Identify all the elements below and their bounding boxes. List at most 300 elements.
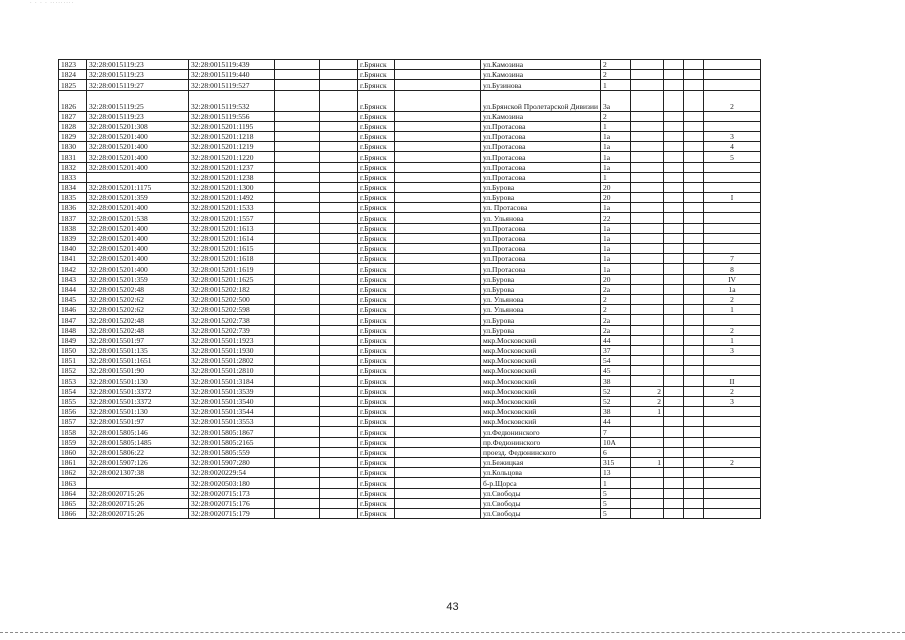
cell-empty <box>320 111 358 121</box>
cell-apt <box>631 294 664 304</box>
cell-empty <box>684 396 704 406</box>
cell-extra: 2 <box>704 294 761 304</box>
cell-city: г.Брянск <box>358 386 395 396</box>
cell-extra <box>704 478 761 488</box>
table-row <box>59 274 761 284</box>
cell-empty <box>684 264 704 274</box>
cell-empty <box>320 223 358 233</box>
cell-street: ул.Протасова <box>481 223 601 233</box>
cell-bldg <box>664 468 684 478</box>
cell-house: 5 <box>601 508 631 518</box>
cell-bldg <box>664 508 684 518</box>
cell-num: 1866 <box>59 508 87 518</box>
cell-empty <box>684 193 704 203</box>
cell-house: 20 <box>601 182 631 192</box>
cell-cad1: 32:28:0015501:90 <box>87 366 189 376</box>
table-row <box>59 396 761 406</box>
cell-street: ул.Протасова <box>481 121 601 131</box>
table-row <box>59 244 761 254</box>
cell-empty <box>275 254 320 264</box>
cell-cad2: 32:28:0015201:1218 <box>189 131 275 141</box>
cell-empty <box>395 356 481 366</box>
cell-cad1: 32:28:0015501:130 <box>87 376 189 386</box>
cell-empty <box>684 142 704 152</box>
cell-cad1: 32:28:0015806:22 <box>87 447 189 457</box>
table-row <box>59 203 761 213</box>
cell-empty <box>320 427 358 437</box>
cell-empty <box>320 376 358 386</box>
cell-empty <box>395 284 481 294</box>
cell-empty <box>395 172 481 182</box>
cell-empty <box>320 254 358 264</box>
cell-empty <box>275 437 320 447</box>
table-row <box>59 111 761 121</box>
cell-bldg <box>664 366 684 376</box>
cell-city: г.Брянск <box>358 254 395 264</box>
cell-city: г.Брянск <box>358 162 395 172</box>
cell-bldg <box>664 244 684 254</box>
cell-cad1: 32:28:0015119:27 <box>87 80 189 90</box>
cell-cad2: 32:28:0015501:2802 <box>189 356 275 366</box>
cell-street: ул.Протасова <box>481 131 601 141</box>
cell-num: 1832 <box>59 162 87 172</box>
cell-cad1: 32:28:0015201:1175 <box>87 182 189 192</box>
cell-street: пр.Федюнинского <box>481 437 601 447</box>
cell-extra <box>704 498 761 508</box>
cell-num: 1851 <box>59 356 87 366</box>
cell-empty <box>684 447 704 457</box>
table-row <box>59 376 761 386</box>
cell-empty <box>275 60 320 70</box>
page-number: 43 <box>446 601 459 613</box>
cell-city: г.Брянск <box>358 488 395 498</box>
cell-apt <box>631 244 664 254</box>
cell-street: мкр.Московский <box>481 396 601 406</box>
cell-apt <box>631 254 664 264</box>
table-row <box>59 213 761 223</box>
cell-bldg <box>664 345 684 355</box>
table-row <box>59 488 761 498</box>
cell-street: ул.Бузинова <box>481 80 601 90</box>
cell-num: 1849 <box>59 335 87 345</box>
cell-empty <box>275 223 320 233</box>
cell-city: г.Брянск <box>358 203 395 213</box>
cell-apt <box>631 274 664 284</box>
cell-house: 1 <box>601 172 631 182</box>
cell-city: г.Брянск <box>358 131 395 141</box>
cell-empty <box>275 478 320 488</box>
cell-city: г.Брянск <box>358 356 395 366</box>
cell-cad1: 32:28:0015119:23 <box>87 111 189 121</box>
cell-apt <box>631 60 664 70</box>
cell-cad2: 32:28:0015201:1615 <box>189 244 275 254</box>
cell-apt <box>631 325 664 335</box>
cell-apt <box>631 356 664 366</box>
cell-cad2: 32:28:0015202:500 <box>189 294 275 304</box>
cell-num: 1855 <box>59 396 87 406</box>
cell-house: 1а <box>601 233 631 243</box>
cell-empty <box>275 233 320 243</box>
cell-apt <box>631 366 664 376</box>
cell-cad2: 32:28:0015202:598 <box>189 305 275 315</box>
cell-empty <box>395 193 481 203</box>
cell-extra: 1 <box>704 335 761 345</box>
cell-empty <box>320 274 358 284</box>
cell-apt <box>631 162 664 172</box>
cell-empty <box>320 345 358 355</box>
cell-bldg <box>664 193 684 203</box>
cell-empty <box>395 111 481 121</box>
cell-cad1: 32:28:0015201:400 <box>87 223 189 233</box>
cell-city: г.Брянск <box>358 294 395 304</box>
cell-house: 2 <box>601 60 631 70</box>
cell-city: г.Брянск <box>358 152 395 162</box>
cell-apt <box>631 182 664 192</box>
cell-cad1: 32:28:0015202:48 <box>87 284 189 294</box>
cell-street: ул.Бурова <box>481 274 601 284</box>
cell-cad1: 32:28:0015201:400 <box>87 142 189 152</box>
cell-empty <box>684 172 704 182</box>
cell-bldg <box>664 386 684 396</box>
cell-empty <box>275 335 320 345</box>
cell-cad2: 32:28:0015201:1238 <box>189 172 275 182</box>
cell-city: г.Брянск <box>358 335 395 345</box>
cell-cad2: 32:28:0015201:1625 <box>189 274 275 284</box>
cell-extra: 2 <box>704 457 761 467</box>
cell-num: 1862 <box>59 468 87 478</box>
cell-house: 1 <box>601 121 631 131</box>
cell-empty <box>275 315 320 325</box>
cell-cad2: 32:28:0015201:1492 <box>189 193 275 203</box>
cell-house: 1а <box>601 203 631 213</box>
cell-empty <box>684 417 704 427</box>
cell-num: 1854 <box>59 386 87 396</box>
cell-empty <box>320 447 358 457</box>
cell-city: г.Брянск <box>358 213 395 223</box>
cell-num: 1863 <box>59 478 87 488</box>
cell-cad1: 32:28:0015501:3372 <box>87 386 189 396</box>
cell-extra <box>704 60 761 70</box>
cell-bldg <box>664 121 684 131</box>
cell-empty <box>395 417 481 427</box>
cell-house: 1а <box>601 244 631 254</box>
table-row <box>59 121 761 131</box>
table-row <box>59 325 761 335</box>
cell-city: г.Брянск <box>358 172 395 182</box>
cell-house: 10А <box>601 437 631 447</box>
cell-cad2: 32:28:0015201:1613 <box>189 223 275 233</box>
cell-bldg <box>664 417 684 427</box>
cell-empty <box>275 488 320 498</box>
cell-street: ул.Бурова <box>481 284 601 294</box>
table-row <box>59 223 761 233</box>
cell-extra: II <box>704 376 761 386</box>
cell-empty <box>395 254 481 264</box>
cell-extra <box>704 80 761 90</box>
cell-apt <box>631 498 664 508</box>
table-row <box>59 60 761 70</box>
cell-house: 2а <box>601 325 631 335</box>
cell-empty <box>395 305 481 315</box>
cell-empty <box>395 508 481 518</box>
table-row <box>59 182 761 192</box>
cell-apt <box>631 305 664 315</box>
table-row <box>59 498 761 508</box>
cell-city: г.Брянск <box>358 244 395 254</box>
cell-empty <box>320 193 358 203</box>
cell-cad2: 32:28:0015201:1533 <box>189 203 275 213</box>
cell-empty <box>275 111 320 121</box>
cell-house: 2 <box>601 70 631 80</box>
cell-cad1: 32:28:0015501:97 <box>87 417 189 427</box>
cell-cad2: 32:28:0015201:1614 <box>189 233 275 243</box>
cell-empty <box>684 325 704 335</box>
cell-empty <box>320 305 358 315</box>
cell-city: г.Брянск <box>358 182 395 192</box>
cell-extra <box>704 233 761 243</box>
cell-empty <box>275 244 320 254</box>
cell-street: ул.Федюнинского <box>481 427 601 437</box>
cell-cad2: 32:28:0015119:439 <box>189 60 275 70</box>
cell-bldg <box>664 315 684 325</box>
cell-empty <box>320 90 358 111</box>
cell-apt: 1 <box>631 407 664 417</box>
cell-empty <box>320 386 358 396</box>
cell-cad2: 32:28:0015501:3539 <box>189 386 275 396</box>
cell-empty <box>275 203 320 213</box>
cell-cad1: 32:28:0015501:130 <box>87 407 189 417</box>
cell-cad2: 32:28:0015501:3184 <box>189 376 275 386</box>
table-row <box>59 284 761 294</box>
cell-empty <box>395 498 481 508</box>
cell-house: 5 <box>601 488 631 498</box>
cell-cad1: 32:28:0015119:23 <box>87 70 189 80</box>
cell-cad2: 32:28:0015201:1237 <box>189 162 275 172</box>
table-row <box>59 457 761 467</box>
cell-num: 1845 <box>59 294 87 304</box>
cell-empty <box>275 447 320 457</box>
scan-edge-line <box>0 632 905 633</box>
cell-cad2: 32:28:0020715:176 <box>189 498 275 508</box>
cell-empty <box>395 457 481 467</box>
cell-empty <box>320 294 358 304</box>
cell-apt <box>631 213 664 223</box>
cell-city: г.Брянск <box>358 70 395 80</box>
cell-empty <box>395 345 481 355</box>
cell-cad1: 32:28:0015201:359 <box>87 193 189 203</box>
cell-num: 1842 <box>59 264 87 274</box>
cell-extra <box>704 417 761 427</box>
cell-house: 44 <box>601 335 631 345</box>
cell-bldg <box>664 478 684 488</box>
cell-cad1 <box>87 478 189 488</box>
cell-empty <box>275 356 320 366</box>
cell-empty <box>684 335 704 345</box>
cell-city: г.Брянск <box>358 345 395 355</box>
cell-apt <box>631 223 664 233</box>
cell-empty <box>320 60 358 70</box>
cell-apt <box>631 233 664 243</box>
cell-apt <box>631 70 664 80</box>
cell-num: 1834 <box>59 182 87 192</box>
cell-num: 1828 <box>59 121 87 131</box>
cell-cad2: 32:28:0015907:280 <box>189 457 275 467</box>
cell-num: 1864 <box>59 488 87 498</box>
cell-apt <box>631 80 664 90</box>
table-row <box>59 468 761 478</box>
cell-city: г.Брянск <box>358 478 395 488</box>
cell-num: 1830 <box>59 142 87 152</box>
table-row <box>59 437 761 447</box>
cell-street: мкр.Московский <box>481 366 601 376</box>
cell-extra: 3 <box>704 131 761 141</box>
cell-empty <box>684 478 704 488</box>
cell-house: 45 <box>601 366 631 376</box>
cell-num: 1823 <box>59 60 87 70</box>
cell-street: ул.Камозина <box>481 70 601 80</box>
cell-apt <box>631 427 664 437</box>
cell-house: 6 <box>601 447 631 457</box>
cell-city: г.Брянск <box>358 325 395 335</box>
cell-bldg <box>664 305 684 315</box>
cell-empty <box>684 203 704 213</box>
cell-house: 38 <box>601 407 631 417</box>
cell-empty <box>320 182 358 192</box>
cell-cad1: 32:28:0020715:26 <box>87 488 189 498</box>
cell-empty <box>320 244 358 254</box>
cell-extra: I <box>704 193 761 203</box>
cell-num: 1837 <box>59 213 87 223</box>
cell-apt <box>631 315 664 325</box>
cell-bldg <box>664 152 684 162</box>
cell-city: г.Брянск <box>358 396 395 406</box>
cell-bldg <box>664 111 684 121</box>
cell-house: 1а <box>601 162 631 172</box>
cell-empty <box>684 457 704 467</box>
cell-num: 1853 <box>59 376 87 386</box>
cell-bldg <box>664 488 684 498</box>
cell-cad1: 32:28:0015201:359 <box>87 274 189 284</box>
cell-apt <box>631 284 664 294</box>
table-row <box>59 508 761 518</box>
cell-bldg <box>664 284 684 294</box>
cell-empty <box>275 142 320 152</box>
cell-num: 1831 <box>59 152 87 162</box>
cell-empty <box>320 315 358 325</box>
cell-extra <box>704 223 761 233</box>
table-row <box>59 162 761 172</box>
cell-cad2: 32:28:0015501:1930 <box>189 345 275 355</box>
cell-city: г.Брянск <box>358 264 395 274</box>
cell-apt <box>631 508 664 518</box>
cell-empty <box>320 233 358 243</box>
cell-empty <box>684 356 704 366</box>
cell-cad2: 32:28:0015201:1557 <box>189 213 275 223</box>
cell-city: г.Брянск <box>358 366 395 376</box>
cell-empty <box>395 447 481 457</box>
cell-extra: 2 <box>704 90 761 111</box>
cell-bldg <box>664 182 684 192</box>
cell-empty <box>320 152 358 162</box>
cell-empty <box>275 366 320 376</box>
cell-empty <box>275 152 320 162</box>
cadastral-registry-table <box>58 59 761 519</box>
cell-apt: 1 <box>631 457 664 467</box>
cell-num: 1835 <box>59 193 87 203</box>
cell-num: 1840 <box>59 244 87 254</box>
cell-cad2: 32:28:0015805:2165 <box>189 437 275 447</box>
cell-empty <box>275 162 320 172</box>
cell-empty <box>395 162 481 172</box>
cell-street: ул.Протасова <box>481 162 601 172</box>
cell-extra: 3 <box>704 396 761 406</box>
cell-cad1: 32:28:0015201:400 <box>87 203 189 213</box>
cell-empty <box>320 356 358 366</box>
cell-num: 1836 <box>59 203 87 213</box>
cell-extra <box>704 407 761 417</box>
cell-city: г.Брянск <box>358 284 395 294</box>
cell-extra: 7 <box>704 254 761 264</box>
cell-house: 1а <box>601 142 631 152</box>
table-row <box>59 90 761 111</box>
cell-cad1: 32:28:0015501:135 <box>87 345 189 355</box>
cell-empty <box>395 407 481 417</box>
cell-bldg <box>664 437 684 447</box>
cell-bldg <box>664 356 684 366</box>
cell-empty <box>395 182 481 192</box>
cell-cad1: 32:28:0015201:308 <box>87 121 189 131</box>
cell-street: ул.Кольцова <box>481 468 601 478</box>
table-row <box>59 152 761 162</box>
cell-apt <box>631 437 664 447</box>
cell-city: г.Брянск <box>358 111 395 121</box>
cell-empty <box>275 264 320 274</box>
cell-empty <box>395 427 481 437</box>
cell-empty <box>684 468 704 478</box>
cell-city: г.Брянск <box>358 193 395 203</box>
cell-street: мкр.Московский <box>481 345 601 355</box>
cell-cad1: 32:28:0015201:400 <box>87 254 189 264</box>
cell-empty <box>320 396 358 406</box>
table-row <box>59 172 761 182</box>
cell-cad2: 32:28:0015202:182 <box>189 284 275 294</box>
cell-empty <box>684 213 704 223</box>
cell-empty <box>395 386 481 396</box>
cell-street: мкр.Московский <box>481 335 601 345</box>
cell-empty <box>275 457 320 467</box>
cell-apt <box>631 121 664 131</box>
cell-street: ул.Бежицкая <box>481 457 601 467</box>
cell-street: ул.Свободы <box>481 488 601 498</box>
cell-cad2: 32:28:0015501:2810 <box>189 366 275 376</box>
cell-empty <box>395 60 481 70</box>
cell-cad2: 32:28:0015201:1220 <box>189 152 275 162</box>
cell-apt <box>631 345 664 355</box>
cell-empty <box>684 294 704 304</box>
cell-empty <box>395 325 481 335</box>
cell-bldg <box>664 498 684 508</box>
cell-apt <box>631 172 664 182</box>
table-row <box>59 478 761 488</box>
cell-empty <box>275 213 320 223</box>
cell-bldg <box>664 447 684 457</box>
cell-extra <box>704 447 761 457</box>
cell-num: 1848 <box>59 325 87 335</box>
cell-bldg <box>664 70 684 80</box>
cell-cad1: 32:28:0015501:97 <box>87 335 189 345</box>
cell-bldg <box>664 203 684 213</box>
cell-empty <box>684 376 704 386</box>
